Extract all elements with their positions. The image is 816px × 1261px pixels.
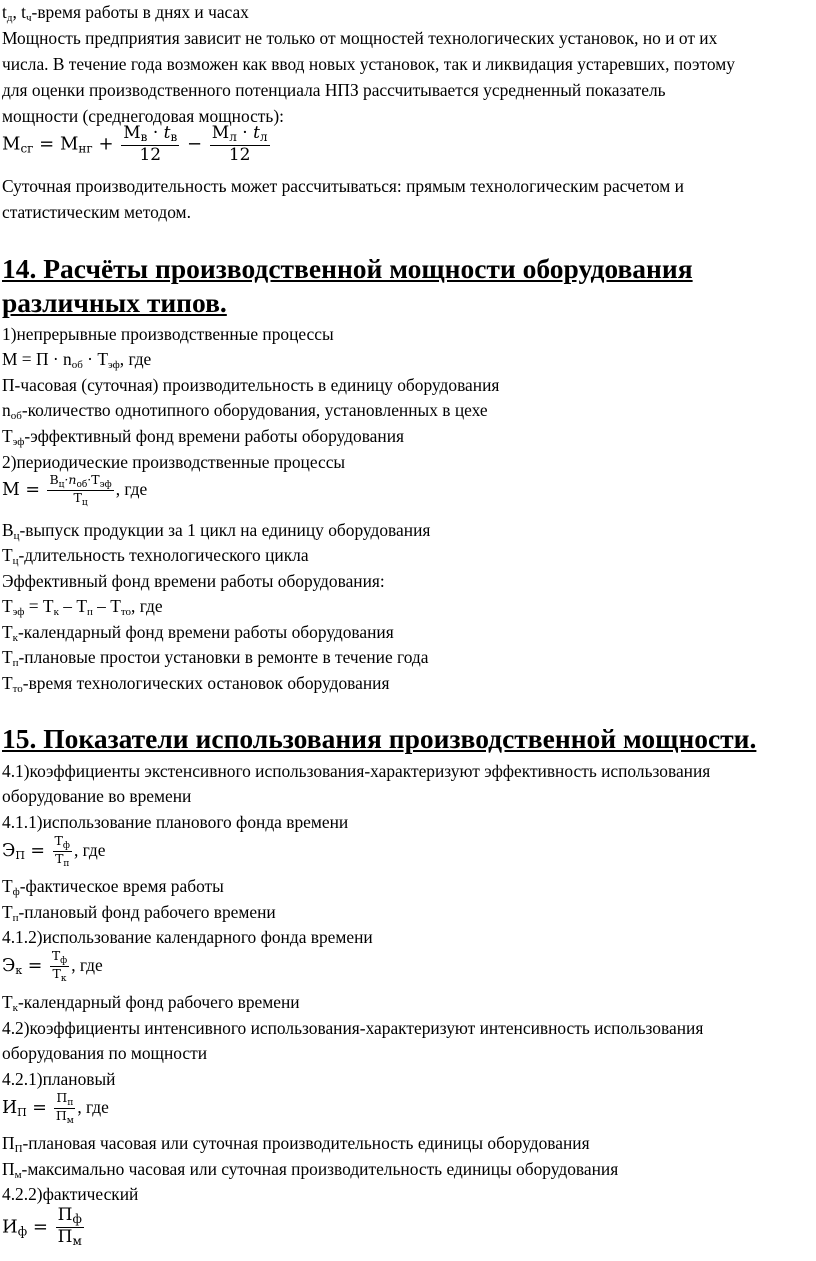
text: = xyxy=(27,1216,54,1238)
denominator xyxy=(56,1228,84,1249)
subscript: эф xyxy=(99,480,112,490)
text: n xyxy=(2,400,11,420)
text: · xyxy=(236,123,254,143)
text: – Т xyxy=(58,596,87,616)
text: П xyxy=(57,1205,73,1225)
formula-periodic-capacity xyxy=(2,473,147,509)
subscript: л xyxy=(259,130,268,144)
fraction xyxy=(210,124,270,165)
text: , где xyxy=(119,349,152,369)
text: Т xyxy=(52,966,61,982)
text: – Т xyxy=(92,596,121,616)
text: М = П · n xyxy=(2,349,72,369)
subscript: нг xyxy=(78,141,93,156)
subscript: л xyxy=(229,130,237,144)
fraction xyxy=(56,1206,84,1249)
subscript: к xyxy=(12,632,18,644)
subscript: к xyxy=(12,1002,18,1014)
text: , где xyxy=(77,1096,109,1117)
text: Т xyxy=(2,622,13,642)
denominator: 12 xyxy=(228,144,251,165)
text: Э xyxy=(2,955,16,976)
subscript: эф xyxy=(12,606,25,618)
text: · Т xyxy=(82,349,108,369)
paragraph-line: Суточная производительность может рассчитываться: прямым технологическим расчетом и xyxy=(2,176,684,196)
denominator xyxy=(53,852,72,869)
denominator: 12 xyxy=(139,144,162,165)
paragraph-line: 1)непрерывные производственные процессы xyxy=(2,324,334,344)
paragraph-line: Мощность предприятия зависит не только от мощностей технологических установок, но и от их xyxy=(2,28,718,48)
denominator xyxy=(47,491,113,508)
fraction xyxy=(54,1091,75,1127)
paragraph-line: 4.2.2)фактический xyxy=(2,1184,139,1204)
paragraph-line: 4.1.2)использование календарного фонда времени xyxy=(2,927,373,947)
text: Т xyxy=(55,851,64,867)
subscript: ф xyxy=(62,841,70,851)
numerator xyxy=(54,1091,75,1109)
text: В xyxy=(2,520,14,540)
text: · xyxy=(147,123,164,143)
subscript: ц xyxy=(13,530,20,542)
text: Т xyxy=(2,426,13,446)
paragraph-line: для оценки производственного потенциала НПЗ рассчитывается усредненный показатель xyxy=(2,80,666,100)
text: = М xyxy=(33,133,79,155)
text: , где xyxy=(115,478,148,499)
text: + xyxy=(92,133,120,155)
subscript: ч xyxy=(25,12,32,24)
text: -календарный фонд рабочего времени xyxy=(17,992,300,1012)
subscript: ц xyxy=(58,480,65,490)
subscript: эф xyxy=(12,436,25,448)
denominator xyxy=(54,1109,75,1126)
text: П xyxy=(2,1159,15,1179)
text: Т xyxy=(2,992,13,1012)
text: = xyxy=(22,955,48,976)
text: , t xyxy=(12,2,26,22)
text: -плановый фонд рабочего времени xyxy=(18,902,276,922)
subscript: П xyxy=(15,848,25,862)
text: Т xyxy=(51,948,61,963)
text: -плановая часовая или суточная производительность единицы оборудования xyxy=(22,1133,590,1153)
text: ·n xyxy=(64,472,77,487)
text: М xyxy=(123,123,141,143)
text: Т xyxy=(2,596,13,616)
text: Т xyxy=(54,833,63,848)
text: Т xyxy=(2,876,13,896)
text: t xyxy=(163,123,171,143)
text: -плановые простои установки в ремонте в течение года xyxy=(18,647,429,667)
formula-plan-intensity xyxy=(2,1091,109,1127)
text: П xyxy=(57,1226,73,1247)
subscript: к xyxy=(60,974,67,985)
formula-average-capacity xyxy=(2,124,272,165)
fraction xyxy=(121,124,179,165)
text: Т xyxy=(2,902,13,922)
subscript: п xyxy=(63,859,70,870)
text: -длительность технологического цикла xyxy=(18,545,309,565)
section-14-heading-cont: различных типов. xyxy=(2,287,227,318)
subscript: об xyxy=(76,480,88,490)
text: -время технологических остановок оборудования xyxy=(22,673,390,693)
text: М xyxy=(211,123,230,143)
paragraph-line: оборудование во времени xyxy=(2,786,192,806)
text: П xyxy=(2,1133,15,1153)
formula-actual-intensity xyxy=(2,1206,86,1249)
subscript: то xyxy=(12,683,23,695)
subscript: п xyxy=(12,657,19,669)
text: ·Т xyxy=(87,472,100,487)
text: В xyxy=(49,472,59,487)
subscript: к xyxy=(53,606,59,618)
subscript: то xyxy=(120,606,132,618)
text: М = xyxy=(2,479,46,500)
subscript: ц xyxy=(12,555,19,567)
subscript: п xyxy=(67,1098,74,1108)
fraction xyxy=(47,473,113,509)
section-14-heading: 14. Расчёты производственной мощности оборудования xyxy=(2,253,693,284)
subscript: м xyxy=(14,1169,22,1181)
subscript: об xyxy=(10,410,22,422)
numerator xyxy=(53,834,72,852)
numerator xyxy=(210,124,270,146)
text: t xyxy=(253,123,260,143)
text: t xyxy=(2,2,7,22)
numerator xyxy=(121,124,179,146)
subscript: П xyxy=(14,1143,23,1155)
paragraph-line: статистическим методом. xyxy=(2,202,191,222)
text: -выпуск продукции за 1 цикл на единицу оборудования xyxy=(19,520,431,540)
subscript: сг xyxy=(20,141,34,156)
denominator xyxy=(50,967,69,984)
subscript: ф xyxy=(60,956,68,966)
paragraph-line: оборудования по мощности xyxy=(2,1043,208,1063)
text: П xyxy=(56,1090,68,1105)
text: , где xyxy=(71,954,103,975)
text: Т xyxy=(2,673,13,693)
text: = xyxy=(26,1097,53,1118)
subscript: ц xyxy=(81,498,88,509)
paragraph-line: 4.2.1)плановый xyxy=(2,1069,116,1089)
numerator xyxy=(56,1206,84,1228)
text: -максимально часовая или суточная производительность единицы оборудования xyxy=(21,1159,619,1179)
formula-calendar-fund-usage xyxy=(2,949,103,985)
text: -календарный фонд времени работы оборудования xyxy=(17,622,394,642)
subscript: ф xyxy=(72,1212,82,1226)
text: -время работы в днях и часах xyxy=(31,2,249,22)
paragraph-line: 4.2)коэффициенты интенсивного использования-характеризуют интенсивность использования xyxy=(2,1018,704,1038)
subscript: об xyxy=(71,359,83,371)
text: − xyxy=(181,133,208,155)
section-15-heading: 15. Показатели использования производственной мощности. xyxy=(2,723,757,754)
formula-plan-fund-usage xyxy=(2,834,105,870)
fraction xyxy=(53,834,72,870)
subscript: в xyxy=(140,130,148,144)
subscript: м xyxy=(72,1233,82,1248)
subscript: ф xyxy=(12,886,20,898)
numerator xyxy=(50,949,69,967)
text: М xyxy=(2,133,21,155)
paragraph-line: Эффективный фонд времени работы оборудования: xyxy=(2,571,385,591)
text: , где xyxy=(131,596,163,616)
subscript: в xyxy=(170,130,178,144)
subscript: м xyxy=(66,1116,74,1127)
paragraph-line: 4.1.1)использование планового фонда времени xyxy=(2,812,349,832)
text: = xyxy=(24,840,51,861)
text: П xyxy=(55,1108,67,1124)
subscript: п xyxy=(86,606,93,618)
subscript: ф xyxy=(17,1224,28,1239)
fraction xyxy=(50,949,69,985)
subscript: д xyxy=(6,12,13,24)
text: -фактическое время работы xyxy=(19,876,224,896)
text: Т xyxy=(73,490,82,506)
text: -количество однотипного оборудования, установленных в цехе xyxy=(21,400,488,420)
text: = Т xyxy=(24,596,54,616)
paragraph-line: П-часовая (суточная) производительность в единицу оборудования xyxy=(2,375,500,395)
text: -эффективный фонд времени работы оборудования xyxy=(24,426,405,446)
text: И xyxy=(2,1216,18,1238)
subscript: П xyxy=(17,1105,27,1119)
text: Э xyxy=(2,840,16,861)
text: Т xyxy=(2,545,13,565)
paragraph-line xyxy=(2,671,389,701)
text: И xyxy=(2,1097,18,1118)
paragraph-line: 4.1)коэффициенты экстенсивного использования-характеризуют эффективность использования xyxy=(2,761,711,781)
subscript: эф xyxy=(107,359,120,371)
subscript: п xyxy=(12,912,19,924)
subscript: к xyxy=(15,963,23,977)
paragraph-line: 2)периодические производственные процессы xyxy=(2,452,346,472)
numerator xyxy=(47,473,113,491)
paragraph-line: числа. В течение года возможен как ввод новых установок, так и ликвидация устаревших, поэтому xyxy=(2,54,735,74)
paragraph-line: мощности (среднегодовая мощность): xyxy=(2,106,284,126)
text: , где xyxy=(73,839,106,860)
text: Т xyxy=(2,647,13,667)
